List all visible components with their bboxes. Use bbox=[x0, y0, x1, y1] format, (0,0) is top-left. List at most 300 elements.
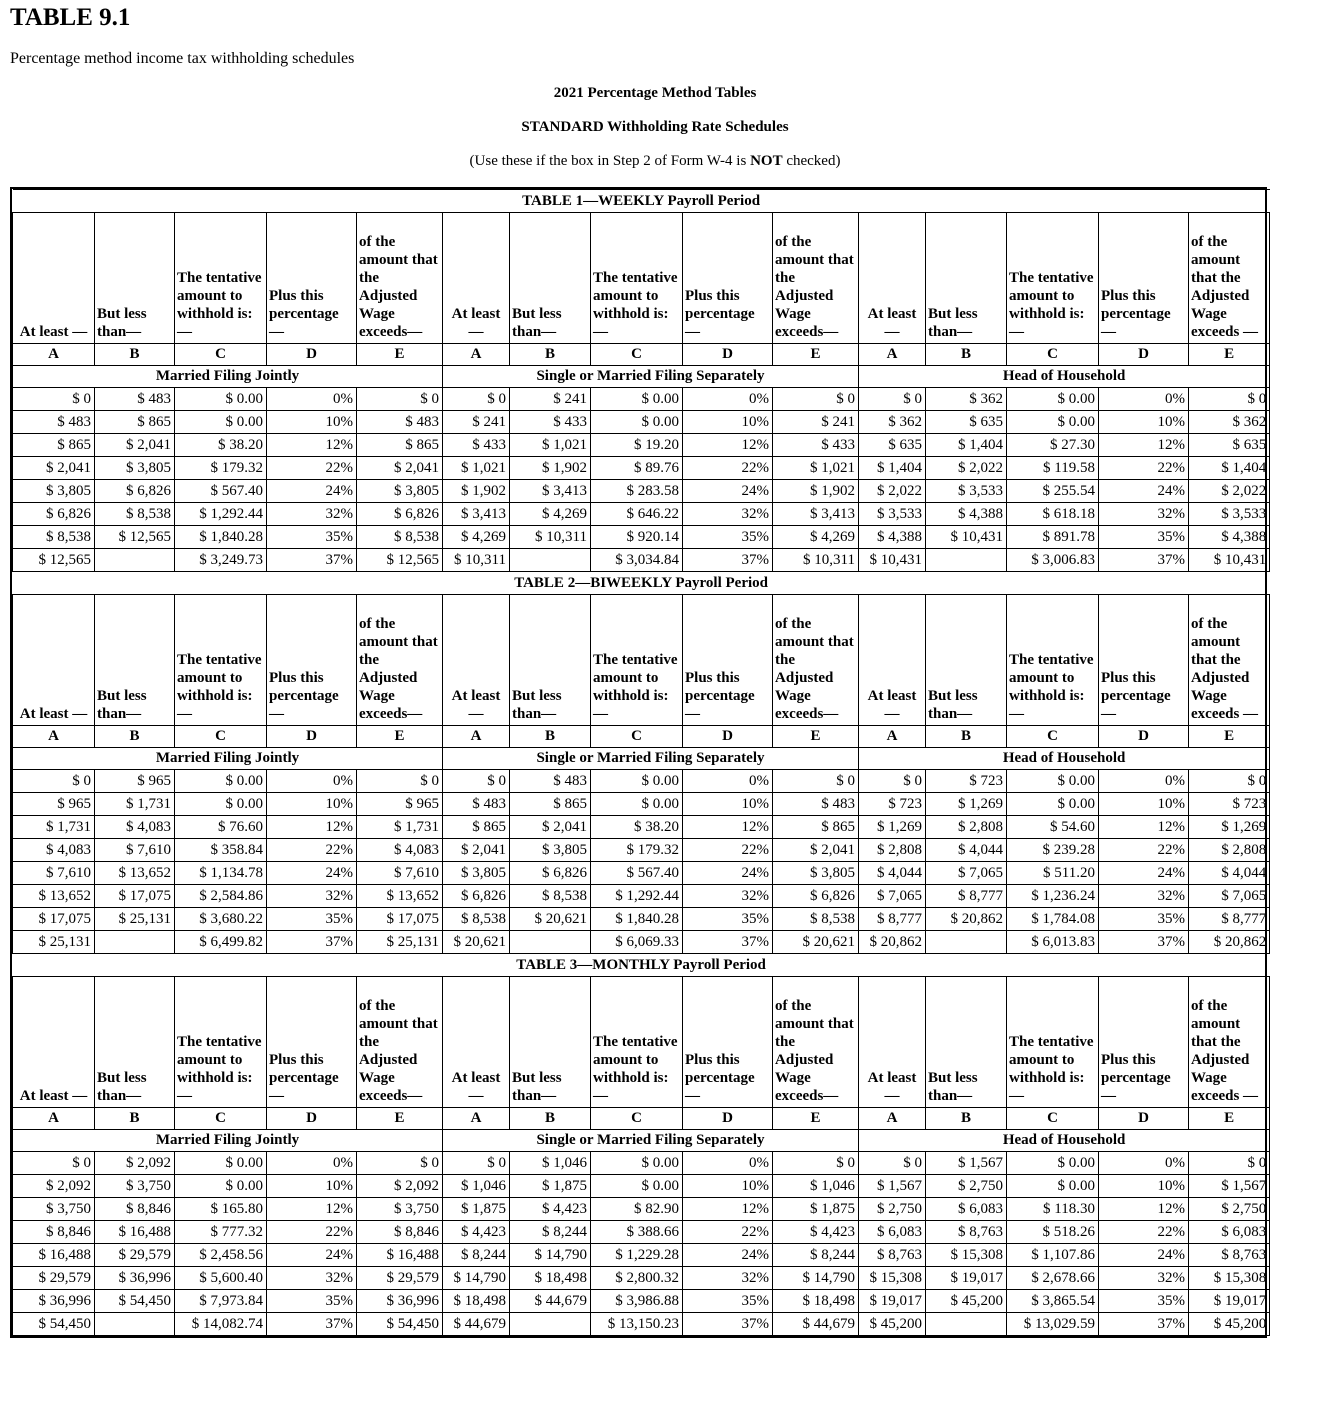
table-cell: $ 1,236.24 bbox=[1007, 885, 1099, 908]
table-cell: $ 0 bbox=[773, 1152, 859, 1175]
table-cell: 24% bbox=[267, 480, 357, 503]
table-cell: $ 38.20 bbox=[591, 816, 683, 839]
table-cell: $ 1,731 bbox=[13, 816, 95, 839]
column-header-d: Plus this percentage — bbox=[267, 977, 357, 1108]
table-cell: 0% bbox=[683, 770, 773, 793]
table-cell: $ 4,388 bbox=[926, 503, 1007, 526]
table-cell: 24% bbox=[683, 862, 773, 885]
table-cell: $ 45,200 bbox=[859, 1313, 926, 1336]
filing-status: Married Filing Jointly bbox=[13, 748, 443, 770]
table-cell: $ 17,075 bbox=[95, 885, 175, 908]
table-cell: $ 14,082.74 bbox=[175, 1313, 267, 1336]
table-cell: $ 2,092 bbox=[357, 1175, 443, 1198]
table-cell: $ 0.00 bbox=[1007, 388, 1099, 411]
table-cell: $ 2,041 bbox=[773, 839, 859, 862]
table-cell: $ 865 bbox=[95, 411, 175, 434]
table-cell: $ 19,017 bbox=[926, 1267, 1007, 1290]
table-cell: $ 4,044 bbox=[926, 839, 1007, 862]
table-cell: 32% bbox=[267, 1267, 357, 1290]
table-cell: $ 8,763 bbox=[1189, 1244, 1270, 1267]
table-cell: $ 635 bbox=[859, 434, 926, 457]
column-letter: E bbox=[357, 344, 443, 366]
table-cell: $ 2,808 bbox=[1189, 839, 1270, 862]
table-cell: $ 3,805 bbox=[95, 457, 175, 480]
table-cell: $ 20,862 bbox=[926, 908, 1007, 931]
table-cell: $ 6,826 bbox=[95, 480, 175, 503]
table-cell: $ 10,311 bbox=[510, 526, 591, 549]
table-row bbox=[13, 549, 1270, 572]
table-cell: 24% bbox=[1099, 480, 1189, 503]
table-cell: $ 18,498 bbox=[773, 1290, 859, 1313]
table-cell: $ 89.76 bbox=[591, 457, 683, 480]
table-cell: $ 1,902 bbox=[510, 457, 591, 480]
column-header-d: Plus this percentage — bbox=[1099, 595, 1189, 726]
table-cell: $ 3,413 bbox=[510, 480, 591, 503]
column-header-a: At least — bbox=[13, 595, 95, 726]
column-header-d: Plus this percentage — bbox=[1099, 977, 1189, 1108]
table-cell: 24% bbox=[267, 1244, 357, 1267]
column-letter: A bbox=[859, 344, 926, 366]
table-cell: $ 362 bbox=[1189, 411, 1270, 434]
column-header-d: Plus this percentage — bbox=[1099, 213, 1189, 344]
table-cell: 12% bbox=[267, 816, 357, 839]
column-header-b: But less than— bbox=[926, 977, 1007, 1108]
table-cell: $ 433 bbox=[510, 411, 591, 434]
column-header-e: of the amount that the Adjusted Wage exceeds— bbox=[773, 977, 859, 1108]
column-header-b: But less than— bbox=[926, 595, 1007, 726]
table-cell: $ 1,021 bbox=[510, 434, 591, 457]
column-header-c: The tentative amount to withhold is: — bbox=[175, 213, 267, 344]
table-cell: $ 1,902 bbox=[773, 480, 859, 503]
table-cell: $ 165.80 bbox=[175, 1198, 267, 1221]
column-letter: C bbox=[591, 726, 683, 748]
table-title-row bbox=[13, 954, 1270, 977]
table-cell: $ 7,610 bbox=[95, 839, 175, 862]
table-cell: $ 3,805 bbox=[13, 480, 95, 503]
table-cell: $ 17,075 bbox=[357, 908, 443, 931]
table-cell: 10% bbox=[1099, 411, 1189, 434]
table-cell: 10% bbox=[267, 793, 357, 816]
column-letter: B bbox=[926, 344, 1007, 366]
table-cell: $ 6,083 bbox=[926, 1198, 1007, 1221]
table-cell: 32% bbox=[267, 503, 357, 526]
table-cell: $ 20,621 bbox=[510, 908, 591, 931]
table-cell: $ 2,750 bbox=[859, 1198, 926, 1221]
table-cell: $ 17,075 bbox=[13, 908, 95, 931]
table-cell: $ 4,269 bbox=[443, 526, 510, 549]
table-cell: $ 6,826 bbox=[510, 862, 591, 885]
table-cell: $ 13,029.59 bbox=[1007, 1313, 1099, 1336]
table-row bbox=[13, 434, 1270, 457]
table-cell: 22% bbox=[1099, 1221, 1189, 1244]
table-cell: $ 1,567 bbox=[926, 1152, 1007, 1175]
column-header-d: Plus this percentage — bbox=[267, 213, 357, 344]
table-cell: $ 3,805 bbox=[357, 480, 443, 503]
table-cell: $ 44,679 bbox=[443, 1313, 510, 1336]
table-cell: $ 0.00 bbox=[1007, 1175, 1099, 1198]
table-cell: $ 920.14 bbox=[591, 526, 683, 549]
table-cell: 12% bbox=[267, 1198, 357, 1221]
table-cell: $ 3,986.88 bbox=[591, 1290, 683, 1313]
table-cell: $ 45,200 bbox=[926, 1290, 1007, 1313]
table-cell: $ 1,269 bbox=[926, 793, 1007, 816]
table-cell: 37% bbox=[683, 931, 773, 954]
page-subtitle: Percentage method income tax withholding schedules bbox=[10, 50, 355, 67]
table-cell: 37% bbox=[267, 931, 357, 954]
table-cell: $ 241 bbox=[443, 411, 510, 434]
table-cell: $ 54,450 bbox=[95, 1290, 175, 1313]
table-cell: $ 1,021 bbox=[773, 457, 859, 480]
usage-note-pre: (Use these if the box in Step 2 of Form W-4 is bbox=[469, 153, 751, 169]
table-cell: $ 1,875 bbox=[443, 1198, 510, 1221]
column-letter: E bbox=[1189, 726, 1270, 748]
table-cell: $ 2,022 bbox=[1189, 480, 1270, 503]
table-cell: 24% bbox=[683, 1244, 773, 1267]
table-cell: $ 15,308 bbox=[926, 1244, 1007, 1267]
table-cell: $ 4,269 bbox=[773, 526, 859, 549]
table-cell: $ 0 bbox=[1189, 388, 1270, 411]
table-cell: $ 518.26 bbox=[1007, 1221, 1099, 1244]
table-cell: 10% bbox=[683, 411, 773, 434]
table-cell: $ 76.60 bbox=[175, 816, 267, 839]
table-cell: $ 1,840.28 bbox=[591, 908, 683, 931]
table-cell: $ 10,431 bbox=[926, 526, 1007, 549]
table-cell: $ 20,862 bbox=[859, 931, 926, 954]
table-cell bbox=[510, 1313, 591, 1336]
table-cell: 10% bbox=[1099, 1175, 1189, 1198]
column-header-a: At least — bbox=[443, 977, 510, 1108]
column-header-e: of the amount that the Adjusted Wage exceeds— bbox=[773, 213, 859, 344]
table-cell: $ 0 bbox=[357, 770, 443, 793]
column-header-a: At least — bbox=[859, 977, 926, 1108]
table-cell: $ 0 bbox=[443, 770, 510, 793]
column-letter: D bbox=[267, 726, 357, 748]
table-cell: $ 1,021 bbox=[443, 457, 510, 480]
table-cell: 32% bbox=[1099, 885, 1189, 908]
table-cell: $ 0.00 bbox=[175, 1152, 267, 1175]
table-cell: $ 3,533 bbox=[926, 480, 1007, 503]
column-header-b: But less than— bbox=[510, 977, 591, 1108]
table-title: TABLE 3—MONTHLY Payroll Period bbox=[13, 954, 1270, 977]
column-letter: B bbox=[95, 1108, 175, 1130]
table-cell: $ 965 bbox=[357, 793, 443, 816]
table-cell: $ 0.00 bbox=[175, 1175, 267, 1198]
table-cell: 32% bbox=[683, 503, 773, 526]
table-cell: $ 1,292.44 bbox=[175, 503, 267, 526]
table-cell: $ 865 bbox=[357, 434, 443, 457]
column-letter: B bbox=[510, 344, 591, 366]
table-cell: $ 0 bbox=[1189, 1152, 1270, 1175]
table-cell: $ 2,022 bbox=[926, 457, 1007, 480]
column-letter-row bbox=[13, 726, 1270, 748]
column-header-c: The tentative amount to withhold is: — bbox=[591, 977, 683, 1108]
table-cell: $ 8,846 bbox=[13, 1221, 95, 1244]
table-cell: $ 44,679 bbox=[510, 1290, 591, 1313]
table-cell: $ 567.40 bbox=[175, 480, 267, 503]
table-row bbox=[13, 1267, 1270, 1290]
table-row bbox=[13, 793, 1270, 816]
table-cell: 0% bbox=[1099, 770, 1189, 793]
usage-note bbox=[0, 153, 1310, 170]
table-cell: $ 13,150.23 bbox=[591, 1313, 683, 1336]
column-letter: C bbox=[1007, 344, 1099, 366]
table-cell: $ 19,017 bbox=[1189, 1290, 1270, 1313]
table-cell: $ 20,621 bbox=[773, 931, 859, 954]
table-cell: $ 0 bbox=[859, 770, 926, 793]
table-cell: $ 0 bbox=[357, 388, 443, 411]
table-cell: 10% bbox=[1099, 793, 1189, 816]
table-cell: $ 1,404 bbox=[859, 457, 926, 480]
table-row bbox=[13, 411, 1270, 434]
table-cell bbox=[926, 1313, 1007, 1336]
table-cell: $ 19,017 bbox=[859, 1290, 926, 1313]
table-cell: $ 8,763 bbox=[926, 1221, 1007, 1244]
filing-status-row bbox=[13, 748, 1270, 770]
column-letter: C bbox=[1007, 726, 1099, 748]
table-cell: $ 14,790 bbox=[510, 1244, 591, 1267]
table-cell: $ 635 bbox=[1189, 434, 1270, 457]
table-cell: $ 10,431 bbox=[859, 549, 926, 572]
table-cell: $ 29,579 bbox=[13, 1267, 95, 1290]
column-letter: A bbox=[443, 726, 510, 748]
table-cell: $ 3,413 bbox=[773, 503, 859, 526]
table-cell: $ 8,538 bbox=[13, 526, 95, 549]
table-cell: $ 7,610 bbox=[357, 862, 443, 885]
table-cell: 22% bbox=[683, 457, 773, 480]
table-cell: $ 4,083 bbox=[13, 839, 95, 862]
table-cell bbox=[95, 1313, 175, 1336]
table-cell: 12% bbox=[683, 434, 773, 457]
column-letter: D bbox=[267, 344, 357, 366]
withholding-tables bbox=[10, 187, 1267, 1338]
table-cell: $ 4,269 bbox=[510, 503, 591, 526]
table-cell bbox=[95, 931, 175, 954]
column-header-a: At least — bbox=[443, 213, 510, 344]
column-header-b: But less than— bbox=[95, 213, 175, 344]
table-cell: $ 14,790 bbox=[773, 1267, 859, 1290]
table-cell: $ 8,777 bbox=[926, 885, 1007, 908]
column-letter: E bbox=[773, 1108, 859, 1130]
table-cell: 0% bbox=[267, 388, 357, 411]
filing-status-row bbox=[13, 366, 1270, 388]
table-cell: $ 25,131 bbox=[357, 931, 443, 954]
table-cell: $ 6,826 bbox=[443, 885, 510, 908]
filing-status-row bbox=[13, 1130, 1270, 1152]
table-cell: 10% bbox=[683, 793, 773, 816]
table-cell: $ 1,134.78 bbox=[175, 862, 267, 885]
table-cell: $ 0.00 bbox=[1007, 793, 1099, 816]
column-letter: C bbox=[175, 726, 267, 748]
table-cell: $ 54,450 bbox=[357, 1313, 443, 1336]
table-cell: $ 7,973.84 bbox=[175, 1290, 267, 1313]
table-cell: 37% bbox=[1099, 931, 1189, 954]
column-letter: A bbox=[859, 726, 926, 748]
table-cell: $ 483 bbox=[357, 411, 443, 434]
table-cell: $ 19.20 bbox=[591, 434, 683, 457]
table-cell: $ 3,750 bbox=[357, 1198, 443, 1221]
table-cell: $ 12,565 bbox=[357, 549, 443, 572]
table-cell: $ 2,458.56 bbox=[175, 1244, 267, 1267]
table-cell: $ 2,750 bbox=[1189, 1198, 1270, 1221]
table-cell: $ 0.00 bbox=[175, 411, 267, 434]
column-header-a: At least — bbox=[13, 213, 95, 344]
table-cell: $ 7,065 bbox=[1189, 885, 1270, 908]
table-row bbox=[13, 1152, 1270, 1175]
table-cell: 37% bbox=[1099, 1313, 1189, 1336]
table-cell: $ 8,538 bbox=[510, 885, 591, 908]
table-cell: 24% bbox=[267, 862, 357, 885]
table-cell: 22% bbox=[1099, 839, 1189, 862]
table-cell: 24% bbox=[683, 480, 773, 503]
table-title: TABLE 2—BIWEEKLY Payroll Period bbox=[13, 572, 1270, 595]
page-title: TABLE 9.1 bbox=[10, 4, 131, 31]
table-cell: $ 0 bbox=[773, 770, 859, 793]
column-letter: C bbox=[175, 344, 267, 366]
table-cell: 35% bbox=[267, 1290, 357, 1313]
table-cell: $ 2,041 bbox=[357, 457, 443, 480]
table-cell: $ 25,131 bbox=[95, 908, 175, 931]
column-letter: D bbox=[1099, 344, 1189, 366]
table-cell: $ 1,107.86 bbox=[1007, 1244, 1099, 1267]
table-cell: $ 3,413 bbox=[443, 503, 510, 526]
column-header-a: At least — bbox=[443, 595, 510, 726]
table-cell: 0% bbox=[683, 388, 773, 411]
filing-status: Head of Household bbox=[859, 748, 1270, 770]
table-cell: $ 3,533 bbox=[1189, 503, 1270, 526]
table-cell: $ 45,200 bbox=[1189, 1313, 1270, 1336]
table-cell: $ 0 bbox=[859, 1152, 926, 1175]
table-cell: 12% bbox=[267, 434, 357, 457]
column-letter-row bbox=[13, 1108, 1270, 1130]
column-header-c: The tentative amount to withhold is: — bbox=[1007, 595, 1099, 726]
column-header-e: of the amount that the Adjusted Wage exceeds — bbox=[1189, 977, 1270, 1108]
table-cell: $ 0 bbox=[357, 1152, 443, 1175]
table-cell: $ 865 bbox=[510, 793, 591, 816]
table-cell: 24% bbox=[1099, 1244, 1189, 1267]
table-cell: 0% bbox=[1099, 388, 1189, 411]
table-cell: $ 20,621 bbox=[443, 931, 510, 954]
table-cell: $ 4,423 bbox=[773, 1221, 859, 1244]
column-letter: D bbox=[683, 344, 773, 366]
table-cell: 32% bbox=[683, 1267, 773, 1290]
table-cell: $ 10,311 bbox=[773, 549, 859, 572]
table-cell: $ 16,488 bbox=[357, 1244, 443, 1267]
table-cell: 37% bbox=[683, 1313, 773, 1336]
column-header-b: But less than— bbox=[510, 595, 591, 726]
filing-status: Single or Married Filing Separately bbox=[443, 1130, 859, 1152]
table-cell: $ 0 bbox=[13, 1152, 95, 1175]
table-cell: $ 6,083 bbox=[859, 1221, 926, 1244]
table-cell: $ 965 bbox=[95, 770, 175, 793]
table-row bbox=[13, 1244, 1270, 1267]
table-cell: 10% bbox=[267, 1175, 357, 1198]
table-cell: $ 865 bbox=[13, 434, 95, 457]
table-cell: $ 2,800.32 bbox=[591, 1267, 683, 1290]
column-header-d: Plus this percentage — bbox=[683, 213, 773, 344]
table-cell: 37% bbox=[267, 549, 357, 572]
table-cell: $ 2,808 bbox=[859, 839, 926, 862]
table-cell: $ 5,600.40 bbox=[175, 1267, 267, 1290]
table-cell: $ 179.32 bbox=[591, 839, 683, 862]
column-header-c: The tentative amount to withhold is: — bbox=[1007, 213, 1099, 344]
table-cell: $ 723 bbox=[926, 770, 1007, 793]
table-cell: $ 6,013.83 bbox=[1007, 931, 1099, 954]
table-cell: $ 3,006.83 bbox=[1007, 549, 1099, 572]
column-letter: A bbox=[13, 344, 95, 366]
table-cell: 32% bbox=[1099, 503, 1189, 526]
table-cell: $ 12,565 bbox=[95, 526, 175, 549]
table-cell: $ 3,750 bbox=[13, 1198, 95, 1221]
table-cell: $ 54,450 bbox=[13, 1313, 95, 1336]
table-cell: 12% bbox=[1099, 1198, 1189, 1221]
table-cell: $ 2,092 bbox=[13, 1175, 95, 1198]
table-cell: $ 10,311 bbox=[443, 549, 510, 572]
table-cell: $ 4,044 bbox=[1189, 862, 1270, 885]
table-cell: 35% bbox=[1099, 526, 1189, 549]
table-cell: 22% bbox=[267, 839, 357, 862]
table-cell: $ 8,846 bbox=[357, 1221, 443, 1244]
column-letter: B bbox=[510, 1108, 591, 1130]
column-letter: A bbox=[443, 1108, 510, 1130]
table-cell: $ 3,805 bbox=[773, 862, 859, 885]
table-cell: $ 0 bbox=[13, 388, 95, 411]
table-cell: 22% bbox=[1099, 457, 1189, 480]
table-cell: $ 388.66 bbox=[591, 1221, 683, 1244]
table-cell: $ 1,840.28 bbox=[175, 526, 267, 549]
table-cell: $ 2,678.66 bbox=[1007, 1267, 1099, 1290]
column-letter: A bbox=[13, 726, 95, 748]
table-cell: 35% bbox=[1099, 908, 1189, 931]
column-letter: D bbox=[683, 726, 773, 748]
table-cell: 22% bbox=[267, 1221, 357, 1244]
table-cell: 35% bbox=[683, 908, 773, 931]
table-cell: $ 27.30 bbox=[1007, 434, 1099, 457]
table-cell: $ 4,083 bbox=[95, 816, 175, 839]
table-cell: $ 1,567 bbox=[859, 1175, 926, 1198]
column-letter: C bbox=[591, 344, 683, 366]
column-header-b: But less than— bbox=[95, 595, 175, 726]
column-header-c: The tentative amount to withhold is: — bbox=[591, 595, 683, 726]
table-row bbox=[13, 862, 1270, 885]
table-cell: $ 8,777 bbox=[859, 908, 926, 931]
table-cell: $ 635 bbox=[926, 411, 1007, 434]
table-cell: $ 358.84 bbox=[175, 839, 267, 862]
table-cell: $ 29,579 bbox=[357, 1267, 443, 1290]
column-letter: C bbox=[591, 1108, 683, 1130]
table-cell: $ 2,041 bbox=[443, 839, 510, 862]
table-cell: $ 0 bbox=[773, 388, 859, 411]
column-header-a: At least — bbox=[13, 977, 95, 1108]
table-row bbox=[13, 931, 1270, 954]
table-cell: $ 18,498 bbox=[443, 1290, 510, 1313]
table-cell: $ 4,044 bbox=[859, 862, 926, 885]
table-cell: $ 483 bbox=[443, 793, 510, 816]
table-row bbox=[13, 388, 1270, 411]
table-cell: $ 241 bbox=[773, 411, 859, 434]
table-row bbox=[13, 1313, 1270, 1336]
table-cell: $ 3,865.54 bbox=[1007, 1290, 1099, 1313]
table-cell: 35% bbox=[267, 526, 357, 549]
table-cell: $ 8,763 bbox=[859, 1244, 926, 1267]
column-header-row bbox=[13, 977, 1270, 1108]
table-cell: $ 1,046 bbox=[443, 1175, 510, 1198]
table-cell: $ 8,538 bbox=[95, 503, 175, 526]
table-cell: 0% bbox=[267, 1152, 357, 1175]
table-cell: $ 10,431 bbox=[1189, 549, 1270, 572]
table-cell: $ 0.00 bbox=[1007, 1152, 1099, 1175]
table-cell: $ 3,533 bbox=[859, 503, 926, 526]
column-letter-row bbox=[13, 344, 1270, 366]
